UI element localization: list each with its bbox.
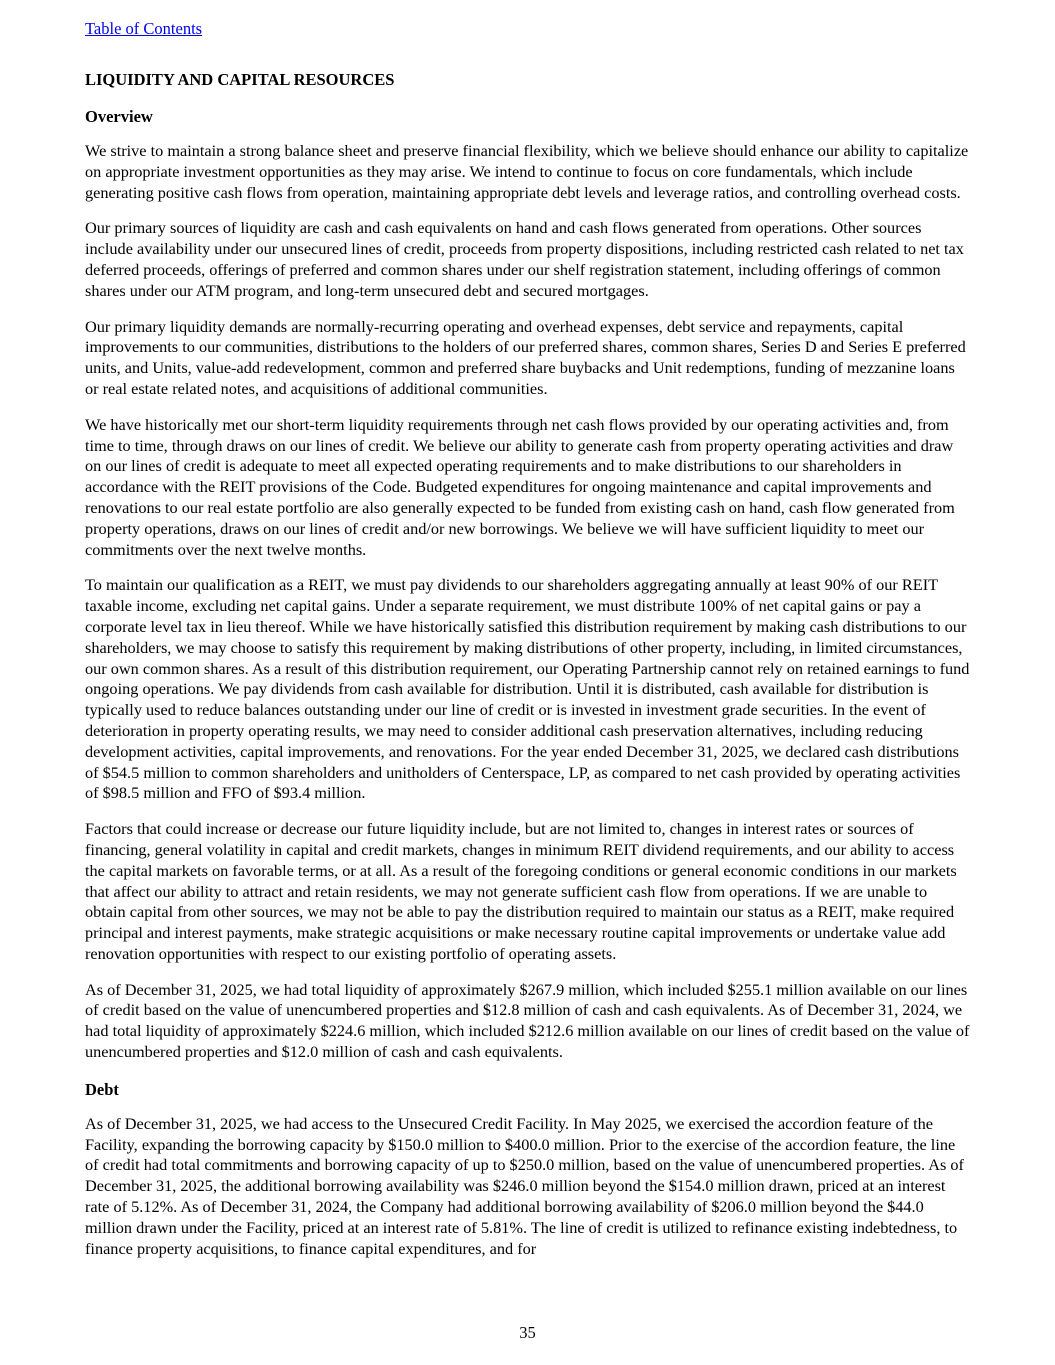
debt-heading: Debt <box>85 1079 119 1099</box>
paragraph-short-term-requirements: We have historically met our short-term liquidity requirements through net cash flows provided by our operating activities and, from time to time, through draws on our lines of credit. We believe our ability to generate cash from property operating activities and draw on our lines of credit is adequate to meet all expected operating requirements and to make distributions to our shareholders in accordance with the REIT provisions of the Code. Budgeted expenditures for ongoing maintenance and capital improvements and renovations to our real estate portfolio are also generally expected to be funded from existing cash on hand, cash flow generated from property operations, draws on our lines of credit and/or new borrowings. We believe we will have sufficient liquidity to meet our commitments over the next twelve months. <box>85 414 955 559</box>
paragraph-financial-flexibility: We strive to maintain a strong balance sheet and preserve financial flexibility, which we believe should enhance our ability to capitalize on appropriate investment opportunities as they may arise. We intend to continue to focus on core fundamentals, which include generating positive cash flows from operation, maintaining appropriate debt levels and leverage ratios, and controlling overhead costs. <box>85 141 969 202</box>
paragraph-reit-dividends: To maintain our qualification as a REIT, we must pay dividends to our shareholders aggregating annually at least 90% of our REIT taxable income, excluding net capital gains. Under a separate requirement, we must distribute 100% of net capital gains or pay a corporate level tax in lieu thereof. While we have historically satisfied this distribution requirement by making cash distributions to our shareholders, we may choose to satisfy this requirement by making distributions of other property, including, in limited circumstances, our own common shares. As a result of this distribution requirement, our Operating Partnership cannot rely on retained earnings to fund ongoing operations. We pay dividends from cash available for distribution. Until it is distributed, cash available for distribution is typically used to reduce balances outstanding under our line of credit or is invested in investment grade securities. In the event of deterioration in property operating results, we may need to consider additional cash preservation alternatives, including reducing development activities, capital improvements, and renovations. For the year ended December 31, 2025, we declared cash distributions of $54.5 million to common shareholders and unitholders of Centerspace, LP, as compared to net cash provided by operating activities of $98.5 million and FFO of $93.4 million. <box>85 575 970 803</box>
document-page <box>85 18 971 1259</box>
paragraph-debt-credit-facility: As of December 31, 2025, we had access to the Unsecured Credit Facility. In May 2025, we exercised the accordion feature of the Facility, expanding the borrowing capacity by $150.0 million to $400.0 million. Prior to the exercise of the accordion feature, the line of credit had total commitments and borrowing capacity of up to $250.0 million, based on the value of unencumbered properties. As of December 31, 2025, the additional borrowing availability was $246.0 million beyond the $154.0 million drawn, priced at an interest rate of 5.12%. As of December 31, 2024, the Company had additional borrowing availability of $206.0 million beyond the $44.0 million drawn under the Facility, priced at an interest rate of 5.81%. The line of credit is utilized to refinance existing indebtedness, to finance property acquisitions, to finance capital expenditures, and for <box>85 1113 964 1258</box>
paragraph-total-liquidity: As of December 31, 2025, we had total liquidity of approximately $267.9 million, which included $255.1 million available on our lines of credit based on the value of unencumbered properties and $12.8 million of cash and cash equivalents. As of December 31, 2024, we had total liquidity of approximately $224.6 million, which included $212.6 million available on our lines of credit based on the value of unencumbered properties and $12.0 million of cash and cash equivalents. <box>85 979 970 1062</box>
page-number: 35 <box>519 1323 536 1342</box>
paragraph-liquidity-sources: Our primary sources of liquidity are cash and cash equivalents on hand and cash flows generated from operations. Other sources include availability under our unsecured lines of credit, proceeds from property dispositions, including restricted cash related to net tax deferred proceeds, offerings of preferred and common shares under our shelf registration statement, including offerings of common shares under our ATM program, and long-term unsecured debt and secured mortgages. <box>85 218 964 300</box>
overview-heading: Overview <box>85 107 153 126</box>
paragraph-liquidity-demands: Our primary liquidity demands are normally-recurring operating and overhead expenses, debt service and repayments, capital improvements to our communities, distributions to the holders of our preferred shares, common shares, Series D and Series E preferred units, and Units, value-add redevelopment, common and preferred share buybacks and Unit redemptions, funding of mezzanine loans or real estate related notes, and acquisitions of additional communities. <box>85 316 966 398</box>
table-of-contents-link[interactable]: Table of Contents <box>85 19 203 38</box>
section-title: LIQUIDITY AND CAPITAL RESOURCES <box>85 70 395 89</box>
paragraph-liquidity-factors: Factors that could increase or decrease our future liquidity include, but are not limited to, changes in interest rates or sources of financing, general volatility in capital and credit markets, changes in minimum REIT dividend requirements, and our ability to access the capital markets on favorable terms, or at all. As a result of the foregoing conditions or general economic conditions in our markets that affect our ability to attract and retain residents, we may not generate sufficient cash flow from operations. If we are unable to obtain capital from other sources, we may not be able to pay the distribution required to maintain our status as a REIT, make required principal and interest payments, make strategic acquisitions or make necessary routine capital improvements or undertake value add renovation opportunities with respect to our existing portfolio of operating assets. <box>85 819 957 963</box>
